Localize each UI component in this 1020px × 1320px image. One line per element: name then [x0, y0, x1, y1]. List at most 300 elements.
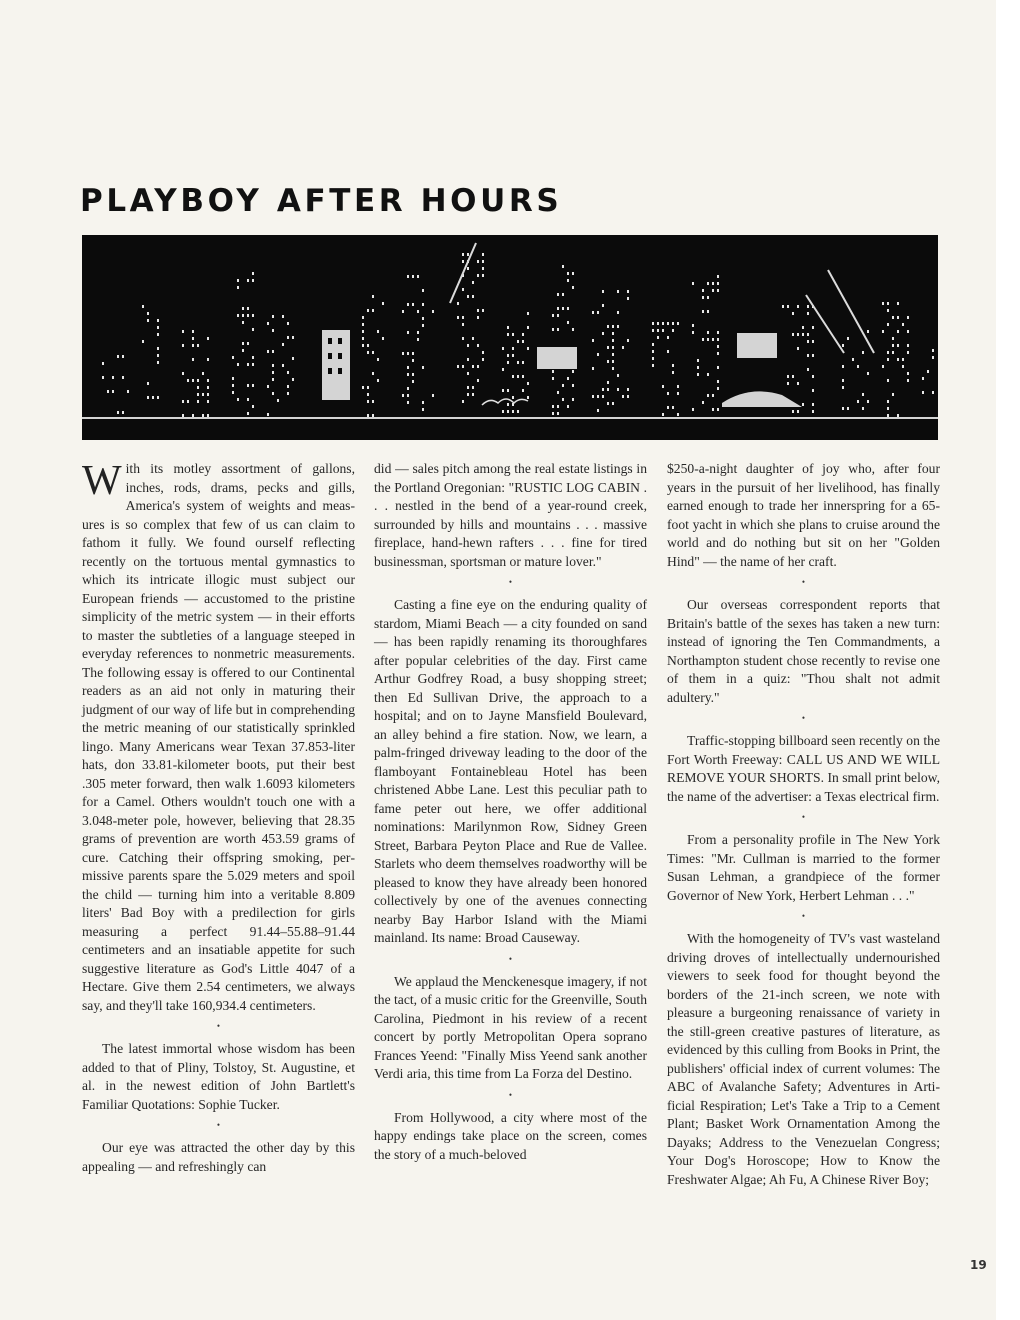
window-light — [612, 346, 614, 349]
window-light — [207, 386, 209, 389]
window-light — [482, 351, 484, 354]
window-light — [467, 393, 469, 396]
window-light — [892, 351, 894, 354]
window-light — [862, 393, 864, 396]
window-light — [672, 406, 674, 409]
article-paragraph: Casting a fine eye on the enduring quality of stardom, Miami Beach — a city founded on sand — has been rapidly renaming its thoroughfares after popular celebrities of the day. First came Arthur Godfrey Road, a busy shopping street; then Ed Sullivan Drive, the approach to a hospital; and on to Jayne Mansfield Boulevard, an alley behind a fire station. Now, we learn, a palm-fringed driveway leading to the door of the flamboyant Fontainebleau Hotel has been christened Abbe Lane. Lest this peculiar path to fame peter out here, we offer additional nominations: Marilynmon Row, Sidney Green Street, Barbara Peyton Place and Rue de Vallee. Starlets who deem themselves roadworthy will be pleased to know they have already been honored collectively by one of the avenues connecting nearby Bay Harbor Island with the Miami mainland. Its name: Broad Causeway. — [374, 597, 647, 945]
window-light — [557, 391, 559, 394]
window-light — [882, 365, 884, 368]
window-light — [482, 358, 484, 361]
window-light — [202, 372, 204, 375]
window-light — [662, 413, 664, 416]
window-light — [367, 386, 369, 389]
window-light — [652, 322, 654, 325]
window-light — [122, 376, 124, 379]
window-light — [622, 346, 624, 349]
window-light — [407, 387, 409, 390]
window-light — [842, 379, 844, 382]
section-separator: • — [801, 812, 806, 822]
window-light — [522, 375, 524, 378]
window-light — [672, 329, 674, 332]
window-light — [457, 365, 459, 368]
window-light — [507, 354, 509, 357]
window-light — [867, 372, 869, 375]
window-light — [597, 311, 599, 314]
window-light — [677, 322, 679, 325]
window-light — [472, 386, 474, 389]
window-light — [707, 296, 709, 299]
window-light — [932, 356, 934, 359]
page-title: PLAYBOY AFTER HOURS — [80, 183, 563, 219]
window-light — [207, 379, 209, 382]
window-light — [562, 265, 564, 268]
window-light — [407, 303, 409, 306]
window-light — [557, 293, 559, 296]
window-light — [527, 382, 529, 385]
window-light — [502, 389, 504, 392]
window-light — [457, 302, 459, 305]
window-light — [857, 400, 859, 403]
window-light — [707, 310, 709, 313]
window-light — [567, 307, 569, 310]
window-light — [507, 326, 509, 329]
window-light — [812, 389, 814, 392]
window-light — [472, 365, 474, 368]
window-light — [482, 253, 484, 256]
window-light — [467, 358, 469, 361]
window-light — [507, 410, 509, 413]
window-light — [462, 253, 464, 256]
article-paragraph: Traffic-stopping billboard seen recently on the Fort Worth Freeway: CALL US AND WE WILL REMOVE YOUR SHORTS. In small print below, the name of the advertiser: a Texas electrical firm. — [667, 733, 940, 804]
window-light — [112, 390, 114, 393]
window-light — [567, 279, 569, 282]
window-light — [667, 392, 669, 395]
window-light — [372, 309, 374, 312]
window-light — [807, 333, 809, 336]
window-light — [462, 288, 464, 291]
window-light — [247, 342, 249, 345]
window-light — [852, 358, 854, 361]
window-light — [462, 323, 464, 326]
window-light — [462, 316, 464, 319]
article-paragraph: From a personality profile in The New York Times: "Mr. Cullman is married to the former Susan Lehman, a grandpiece of the former Governor of New York, Herbert Lehman . . ." — [667, 832, 940, 903]
window-light — [457, 316, 459, 319]
window-light — [287, 322, 289, 325]
window-light — [412, 303, 414, 306]
window-light — [522, 389, 524, 392]
window-light — [557, 412, 559, 415]
window-light — [422, 289, 424, 292]
window-light — [922, 391, 924, 394]
window-light — [567, 321, 569, 324]
article-paragraph: The latest immortal whose wisdom has been added to that of Pliny, Tolstoy, St. Augustine, et al. in the newest edition of John Bartlett's Familiar Quotations: Sophie Tucker. — [82, 1041, 355, 1112]
window-light — [122, 355, 124, 358]
window-light — [597, 395, 599, 398]
window-light — [557, 405, 559, 408]
window-light — [407, 331, 409, 334]
window-light — [422, 303, 424, 306]
window-light — [182, 400, 184, 403]
window-light — [242, 342, 244, 345]
window-light — [652, 357, 654, 360]
window-light — [507, 361, 509, 364]
window-light — [237, 279, 239, 282]
window-light — [697, 373, 699, 376]
window-light — [517, 340, 519, 343]
window-light — [252, 314, 254, 317]
window-light — [112, 376, 114, 379]
window-light — [242, 314, 244, 317]
section-separator: • — [508, 1089, 513, 1100]
window-light — [887, 323, 889, 326]
window-light — [207, 400, 209, 403]
window-light — [842, 365, 844, 368]
window-light — [407, 394, 409, 397]
window-light — [207, 337, 209, 340]
window-light — [782, 305, 784, 308]
window-light — [422, 317, 424, 320]
article-column-3 — [667, 460, 940, 1189]
window-light — [617, 388, 619, 391]
window-light — [467, 386, 469, 389]
window-light — [717, 352, 719, 355]
window-light — [502, 347, 504, 350]
window-light — [517, 361, 519, 364]
window-light — [432, 394, 434, 397]
window-light — [367, 400, 369, 403]
window-light — [157, 396, 159, 399]
window-light — [157, 333, 159, 336]
article-paragraph: Our overseas correspondent reports that Britain's battle of the sexes has taken a new turn: instead of ignoring the Ten Commandments, a Northampton student chose recently to revise one of them in a quiz: "Thou shalt not admit adultery." — [667, 597, 940, 705]
window-light — [482, 274, 484, 277]
window-light — [197, 400, 199, 403]
window-light — [657, 322, 659, 325]
window-light — [272, 329, 274, 332]
window-light — [607, 388, 609, 391]
window-light — [597, 353, 599, 356]
window-light — [267, 413, 269, 416]
window-light — [512, 396, 514, 399]
window-light — [887, 358, 889, 361]
window-light — [557, 314, 559, 317]
window-light — [932, 349, 934, 352]
window-light — [247, 314, 249, 317]
window-light — [717, 331, 719, 334]
window-light — [612, 339, 614, 342]
window-light — [252, 272, 254, 275]
window-light — [892, 316, 894, 319]
city-skyline-illustration — [82, 235, 938, 440]
window-light — [562, 307, 564, 310]
window-light — [572, 384, 574, 387]
window-light — [702, 401, 704, 404]
window-light — [117, 355, 119, 358]
window-light — [622, 395, 624, 398]
window-light — [527, 312, 529, 315]
window-light — [247, 412, 249, 415]
window-light — [567, 272, 569, 275]
window-light — [187, 400, 189, 403]
window-light — [407, 275, 409, 278]
window-light — [607, 325, 609, 328]
window-light — [412, 352, 414, 355]
window-light — [892, 393, 894, 396]
window-light — [407, 352, 409, 355]
window-light — [192, 358, 194, 361]
window-light — [157, 361, 159, 364]
window-light — [922, 377, 924, 380]
window-light — [267, 322, 269, 325]
window-light — [652, 329, 654, 332]
window-light — [717, 408, 719, 411]
window-light — [907, 330, 909, 333]
window-light — [617, 311, 619, 314]
window-light — [247, 384, 249, 387]
window-light — [667, 322, 669, 325]
window-light — [862, 407, 864, 410]
window-light — [717, 282, 719, 285]
window-light — [237, 398, 239, 401]
window-light — [847, 407, 849, 410]
window-light — [897, 302, 899, 305]
window-light — [792, 375, 794, 378]
window-light — [197, 344, 199, 347]
window-light — [617, 325, 619, 328]
window-light — [562, 293, 564, 296]
window-light — [707, 338, 709, 341]
window-light — [602, 388, 604, 391]
window-light — [792, 312, 794, 315]
window-light — [512, 347, 514, 350]
window-light — [467, 253, 469, 256]
window-light — [422, 408, 424, 411]
window-light — [142, 340, 144, 343]
window-light — [697, 366, 699, 369]
window-light — [572, 328, 574, 331]
window-light — [117, 411, 119, 414]
window-light — [417, 275, 419, 278]
window-light — [282, 364, 284, 367]
window-light — [607, 402, 609, 405]
window-light — [887, 351, 889, 354]
window-light — [517, 375, 519, 378]
window-light — [892, 344, 894, 347]
window-light — [677, 385, 679, 388]
window-light — [462, 400, 464, 403]
window-light — [477, 344, 479, 347]
window-light — [667, 336, 669, 339]
window-light — [717, 380, 719, 383]
window-light — [602, 332, 604, 335]
window-light — [677, 413, 679, 416]
window-light — [552, 370, 554, 373]
window-light — [512, 354, 514, 357]
window-light — [627, 297, 629, 300]
window-light — [717, 275, 719, 278]
window-light — [182, 330, 184, 333]
window-light — [402, 394, 404, 397]
window-light — [562, 398, 564, 401]
window-light — [412, 373, 414, 376]
window-light — [907, 351, 909, 354]
window-light — [692, 331, 694, 334]
window-light — [147, 396, 149, 399]
window-light — [242, 349, 244, 352]
window-light — [407, 401, 409, 404]
window-light — [797, 305, 799, 308]
window-light — [892, 337, 894, 340]
window-light — [462, 260, 464, 263]
window-light — [702, 296, 704, 299]
window-light — [207, 414, 209, 417]
window-light — [422, 366, 424, 369]
window-light — [192, 330, 194, 333]
window-light — [142, 305, 144, 308]
window-light — [592, 367, 594, 370]
window-light — [472, 337, 474, 340]
window-light — [677, 392, 679, 395]
window-light — [192, 379, 194, 382]
window-light — [607, 346, 609, 349]
window-light — [157, 319, 159, 322]
window-light — [717, 366, 719, 369]
window-light — [627, 388, 629, 391]
window-light — [627, 339, 629, 342]
window-light — [787, 305, 789, 308]
window-light — [792, 410, 794, 413]
window-light — [477, 379, 479, 382]
window-light — [242, 307, 244, 310]
window-light — [187, 379, 189, 382]
window-light — [712, 394, 714, 397]
window-light — [417, 338, 419, 341]
window-light — [562, 384, 564, 387]
window-light — [367, 309, 369, 312]
window-light — [552, 377, 554, 380]
window-light — [472, 393, 474, 396]
window-light — [252, 356, 254, 359]
window-light — [122, 411, 124, 414]
window-light — [897, 344, 899, 347]
window-light — [712, 282, 714, 285]
window-light — [897, 316, 899, 319]
section-separator: • — [508, 577, 513, 587]
window-light — [707, 373, 709, 376]
window-light — [247, 307, 249, 310]
window-light — [477, 309, 479, 312]
window-light — [907, 316, 909, 319]
window-light — [612, 353, 614, 356]
window-light — [292, 378, 294, 381]
window-light — [812, 403, 814, 406]
window-light — [627, 395, 629, 398]
window-light — [612, 332, 614, 335]
window-light — [287, 385, 289, 388]
window-light — [272, 350, 274, 353]
window-light — [847, 337, 849, 340]
window-light — [897, 414, 899, 417]
window-light — [422, 324, 424, 327]
article-paragraph: $250-a-night daughter of joy who, after four years in the pursuit of her livelihood, has finally earned enough to trade her innerspring for a 65-foot yacht in which she plans to cruise around the world and do nothing but sit on her "Golden Hind" — the name of her craft. — [667, 461, 940, 569]
window-light — [477, 365, 479, 368]
window-light — [372, 351, 374, 354]
window-light — [182, 414, 184, 417]
window-light — [157, 354, 159, 357]
window-light — [232, 391, 234, 394]
window-light — [652, 350, 654, 353]
window-light — [602, 290, 604, 293]
window-light — [367, 351, 369, 354]
window-light — [552, 405, 554, 408]
window-light — [717, 338, 719, 341]
window-light — [467, 267, 469, 270]
article-column-1 — [82, 460, 355, 1176]
window-light — [607, 360, 609, 363]
window-light — [287, 336, 289, 339]
window-light — [902, 323, 904, 326]
window-light — [252, 363, 254, 366]
window-light — [252, 405, 254, 408]
window-light — [467, 344, 469, 347]
window-light — [362, 386, 364, 389]
window-light — [907, 379, 909, 382]
page-number: 19 — [970, 1258, 987, 1272]
window-light — [272, 392, 274, 395]
window-light — [707, 282, 709, 285]
section-separator: • — [801, 577, 806, 587]
window-light — [237, 363, 239, 366]
window-light — [432, 310, 434, 313]
window-light — [412, 359, 414, 362]
window-light — [897, 330, 899, 333]
window-light — [527, 347, 529, 350]
window-light — [612, 325, 614, 328]
window-light — [692, 408, 694, 411]
drop-cap: W — [82, 458, 122, 504]
window-light — [567, 405, 569, 408]
window-light — [717, 387, 719, 390]
window-light — [812, 340, 814, 343]
window-light — [502, 410, 504, 413]
window-light — [197, 393, 199, 396]
window-light — [407, 373, 409, 376]
window-light — [462, 337, 464, 340]
window-light — [797, 333, 799, 336]
window-light — [527, 396, 529, 399]
window-light — [572, 398, 574, 401]
window-light — [207, 393, 209, 396]
window-light — [522, 361, 524, 364]
window-light — [267, 350, 269, 353]
window-light — [147, 382, 149, 385]
window-light — [482, 267, 484, 270]
window-light — [667, 406, 669, 409]
window-light — [652, 364, 654, 367]
window-light — [272, 371, 274, 374]
window-light — [507, 389, 509, 392]
window-light — [627, 290, 629, 293]
window-light — [707, 331, 709, 334]
window-light — [362, 330, 364, 333]
window-light — [292, 357, 294, 360]
window-light — [697, 359, 699, 362]
window-light — [612, 367, 614, 370]
window-light — [652, 343, 654, 346]
window-light — [867, 400, 869, 403]
window-light — [477, 316, 479, 319]
window-light — [717, 289, 719, 292]
window-light — [147, 312, 149, 315]
